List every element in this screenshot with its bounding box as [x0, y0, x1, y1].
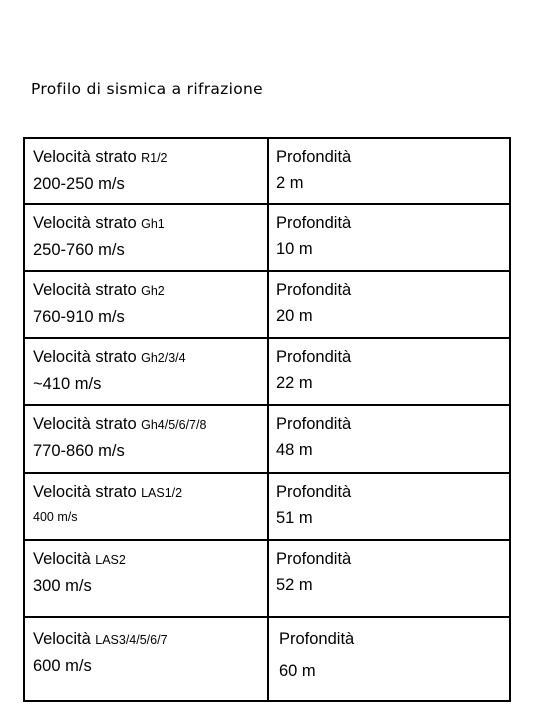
- depth-cell: [268, 271, 510, 338]
- velocity-label: Velocità strato: [33, 281, 137, 299]
- layer-code: Gh1: [141, 217, 165, 231]
- depth-cell: [268, 473, 510, 540]
- depth-cell: [268, 405, 510, 473]
- velocity-value: 400 m/s: [33, 510, 78, 524]
- velocity-label: Velocità strato: [33, 348, 137, 366]
- velocity-label: Velocità strato: [33, 148, 137, 166]
- depth-cell: [268, 138, 510, 204]
- depth-value: 51 m: [276, 509, 313, 527]
- velocity-cell: [24, 540, 268, 617]
- depth-cell: [268, 204, 510, 271]
- velocity-cell: [24, 405, 268, 473]
- velocity-value: 600 m/s: [33, 657, 92, 675]
- layer-code: Gh4/5/6/7/8: [141, 418, 207, 432]
- document-title: Profilo di sismica a rifrazione: [31, 80, 263, 98]
- depth-label: Profondità: [276, 148, 352, 166]
- depth-value: 2 m: [276, 174, 304, 192]
- depth-label: Profondità: [276, 281, 352, 299]
- velocity-label: Velocità: [33, 550, 91, 568]
- depth-value: 22 m: [276, 374, 313, 392]
- velocity-label: Velocità: [33, 630, 91, 648]
- table-row: [24, 617, 510, 701]
- velocity-cell: [24, 138, 268, 204]
- layer-code: LAS1/2: [141, 486, 183, 500]
- table-row: [24, 473, 510, 540]
- depth-value: 20 m: [276, 307, 313, 325]
- table-row: [24, 138, 510, 204]
- table-row: [24, 405, 510, 473]
- velocity-label: Velocità strato: [33, 483, 137, 501]
- depth-cell: [268, 338, 510, 405]
- velocity-label: Velocità strato: [33, 214, 137, 232]
- velocity-cell: [24, 617, 268, 701]
- layer-code: R1/2: [141, 151, 168, 165]
- velocity-cell: [24, 338, 268, 405]
- velocity-label: Velocità strato: [33, 415, 137, 433]
- depth-label: Profondità: [276, 483, 352, 501]
- velocity-value: 300 m/s: [33, 577, 92, 595]
- depth-cell: [268, 540, 510, 617]
- depth-label: Profondità: [279, 630, 355, 648]
- table-row: [24, 204, 510, 271]
- depth-label: Profondità: [276, 348, 352, 366]
- depth-value: 52 m: [276, 576, 313, 594]
- depth-label: Profondità: [276, 415, 352, 433]
- velocity-cell: [24, 271, 268, 338]
- depth-label: Profondità: [276, 214, 352, 232]
- velocity-value: ~410 m/s: [33, 375, 102, 393]
- layer-code: LAS3/4/5/6/7: [95, 633, 168, 647]
- velocity-value: 250-760 m/s: [33, 241, 125, 259]
- table-row: [24, 540, 510, 617]
- velocity-value: 760-910 m/s: [33, 308, 125, 326]
- layer-code: Gh2: [141, 284, 165, 298]
- depth-value: 60 m: [279, 662, 316, 680]
- velocity-cell: [24, 473, 268, 540]
- velocity-cell: [24, 204, 268, 271]
- table-row: [24, 271, 510, 338]
- table-row: [24, 338, 510, 405]
- velocity-value: 200-250 m/s: [33, 175, 125, 193]
- depth-label: Profondità: [276, 550, 352, 568]
- layer-code: LAS2: [95, 553, 126, 567]
- seismic-profile-table: [23, 137, 511, 702]
- layer-code: Gh2/3/4: [141, 351, 186, 365]
- depth-value: 10 m: [276, 240, 313, 258]
- depth-cell: [268, 617, 510, 701]
- depth-value: 48 m: [276, 441, 313, 459]
- velocity-value: 770-860 m/s: [33, 442, 125, 460]
